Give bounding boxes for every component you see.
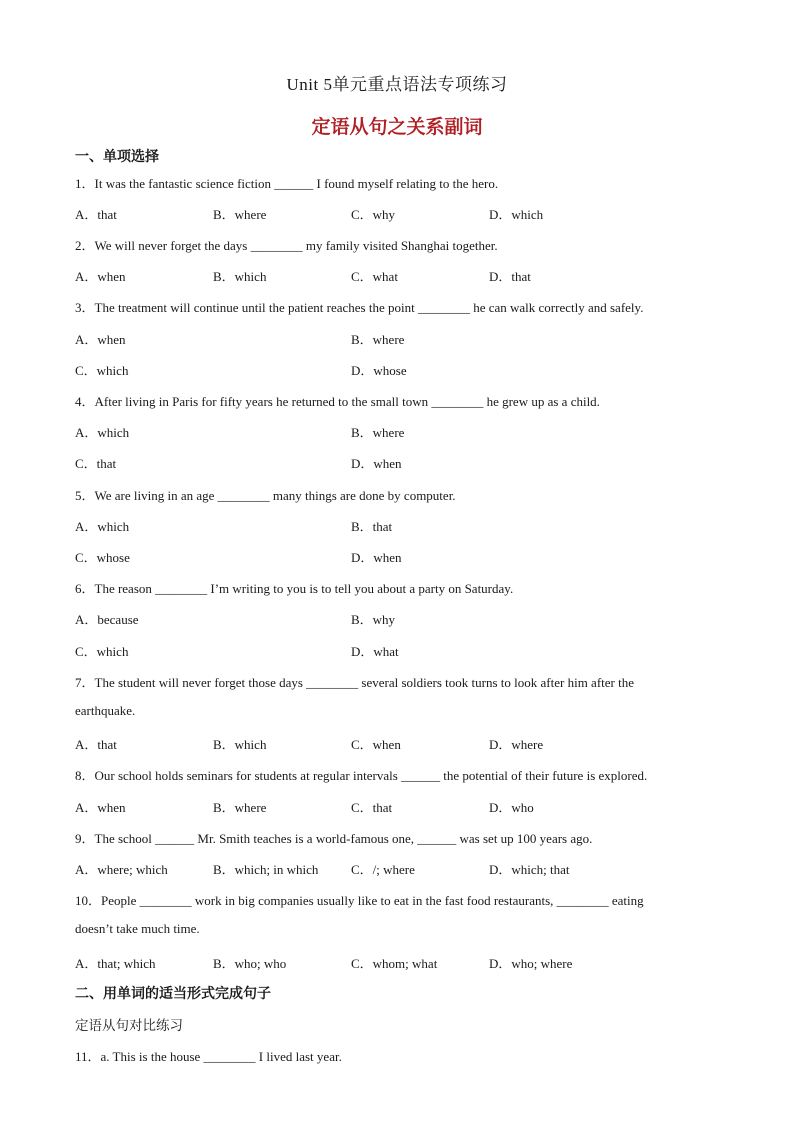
question-3: 3．The treatment will continue until the patient reaches the point ________ he can walk correctly and safely. xyxy=(75,300,644,315)
page-title: Unit 5单元重点语法专项练习 xyxy=(286,75,508,94)
option-d[interactable]: D．that xyxy=(489,269,531,284)
question-10-options xyxy=(75,953,715,971)
question-7: 7．The student will never forget those days ________ several soldiers took turns to look after him after the xyxy=(75,675,634,690)
question-7-options xyxy=(75,734,715,752)
question-4-options-row2 xyxy=(75,453,715,471)
option-b[interactable]: B．that xyxy=(351,519,393,534)
option-d[interactable]: D．which; that xyxy=(489,862,570,877)
question-4-options-row1 xyxy=(75,422,715,440)
question-8: 8．Our school holds seminars for students at regular intervals ______ the potential of their future is explored. xyxy=(75,768,648,783)
option-b[interactable]: B．who; who xyxy=(213,956,287,971)
option-a[interactable]: A．when xyxy=(75,269,126,284)
question-5-options-row2 xyxy=(75,547,715,565)
option-d[interactable]: D．which xyxy=(489,207,544,222)
section-heading-single-choice: 一、单项选择 xyxy=(75,149,159,165)
option-a[interactable]: A．that xyxy=(75,207,117,222)
option-d[interactable]: D．whose xyxy=(351,363,407,378)
option-b[interactable]: B．where xyxy=(213,800,267,815)
option-a[interactable]: A．because xyxy=(75,612,139,627)
option-d[interactable]: D．who; where xyxy=(489,956,573,971)
option-c[interactable]: C．which xyxy=(75,644,129,659)
question-3-options-row1 xyxy=(75,329,715,347)
option-a[interactable]: A．where; which xyxy=(75,862,168,877)
option-d[interactable]: D．when xyxy=(351,550,402,565)
option-c[interactable]: C．whose xyxy=(75,550,130,565)
question-6: 6．The reason ________ I’m writing to you is to tell you about a party on Saturday. xyxy=(75,581,514,596)
option-d[interactable]: D．who xyxy=(489,800,534,815)
question-2-options xyxy=(75,266,715,284)
question-2: 2．We will never forget the days ________ my family visited Shanghai together. xyxy=(75,238,498,253)
question-5: 5．We are living in an age ________ many things are done by computer. xyxy=(75,488,456,503)
option-d[interactable]: D．where xyxy=(489,737,544,752)
option-b[interactable]: B．which xyxy=(213,737,267,752)
option-a[interactable]: A．which xyxy=(75,519,130,534)
option-c[interactable]: C．/; where xyxy=(351,862,415,877)
question-3-options-row2 xyxy=(75,360,715,378)
option-b[interactable]: B．where xyxy=(351,425,405,440)
option-c[interactable]: C．when xyxy=(351,737,401,752)
option-b[interactable]: B．where xyxy=(213,207,267,222)
question-6-options-row2 xyxy=(75,641,715,659)
question-11: 11．a. This is the house ________ I lived last year. xyxy=(75,1049,342,1064)
question-6-options-row1 xyxy=(75,609,715,627)
option-a[interactable]: A．which xyxy=(75,425,130,440)
question-4: 4．After living in Paris for fifty years he returned to the small town ________ he grew up as a child. xyxy=(75,394,600,409)
option-b[interactable]: B．which xyxy=(213,269,267,284)
section-heading-fill-in: 二、用单词的适当形式完成句子 xyxy=(75,986,271,1002)
option-b[interactable]: B．why xyxy=(351,612,396,627)
option-c[interactable]: C．whom; what xyxy=(351,956,438,971)
page-subtitle: 定语从句之关系副词 xyxy=(311,116,483,138)
question-10-continued: doesn’t take much time. xyxy=(75,921,200,936)
question-5-options-row1 xyxy=(75,516,715,534)
question-7-continued: earthquake. xyxy=(75,703,136,718)
option-b[interactable]: B．which; in which xyxy=(213,862,319,877)
option-a[interactable]: A．when xyxy=(75,332,126,347)
option-b[interactable]: B．where xyxy=(351,332,405,347)
question-1-options xyxy=(75,204,715,222)
option-d[interactable]: D．when xyxy=(351,456,402,471)
option-d[interactable]: D．what xyxy=(351,644,399,659)
option-a[interactable]: A．when xyxy=(75,800,126,815)
section-note: 定语从句对比练习 xyxy=(75,1018,183,1034)
option-c[interactable]: C．what xyxy=(351,269,398,284)
option-c[interactable]: C．that xyxy=(75,456,117,471)
option-c[interactable]: C．why xyxy=(351,207,396,222)
question-9: 9．The school ______ Mr. Smith teaches is a world-famous one, ______ was set up 100 years ago. xyxy=(75,831,593,846)
question-8-options xyxy=(75,797,715,815)
option-a[interactable]: A．that xyxy=(75,737,117,752)
option-a[interactable]: A．that; which xyxy=(75,956,156,971)
question-10: 10．People ________ work in big companies usually like to eat in the fast food restaurants, ________ eating xyxy=(75,893,644,908)
option-c[interactable]: C．that xyxy=(351,800,393,815)
question-9-options xyxy=(75,859,715,877)
question-1: 1．It was the fantastic science fiction ______ I found myself relating to the hero. xyxy=(75,176,499,191)
option-c[interactable]: C．which xyxy=(75,363,129,378)
